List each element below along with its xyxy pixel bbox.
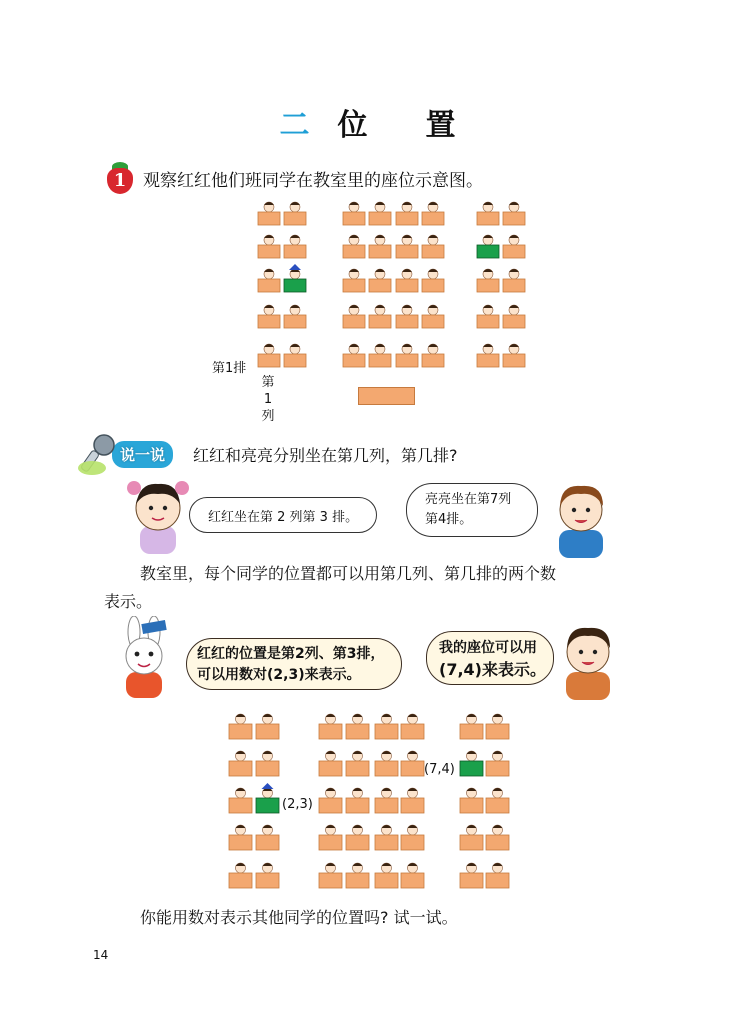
seat (256, 714, 279, 739)
discuss-badge: 说一说 (112, 441, 173, 468)
seat (401, 751, 424, 776)
pair-label-liang: (7,4) (424, 762, 455, 777)
seat (401, 714, 424, 739)
seat (343, 235, 365, 258)
seat (396, 344, 418, 367)
seat (319, 825, 342, 850)
seat (343, 344, 365, 367)
seat (396, 305, 418, 328)
seat (284, 235, 306, 258)
seat (346, 825, 369, 850)
seat (369, 305, 391, 328)
seat (486, 751, 509, 776)
seat (229, 751, 252, 776)
seat (503, 235, 525, 258)
strawberry-badge-icon: 1 (105, 162, 135, 194)
seat (258, 235, 280, 258)
seat (422, 305, 444, 328)
seat (229, 863, 252, 888)
column-1-label: 第 1 列 (261, 375, 275, 424)
seat (460, 825, 483, 850)
seat (319, 751, 342, 776)
seat (422, 269, 444, 292)
seat (401, 825, 424, 850)
seat (258, 269, 280, 292)
seat (396, 202, 418, 225)
boy2-speech-line-1: 我的座位可以用 (439, 640, 537, 656)
boy-liang-avatar (549, 476, 613, 558)
rabbit-speech-line-2: 可以用数对(2,3)来表示。 (197, 667, 361, 683)
seat (486, 863, 509, 888)
seat (401, 863, 424, 888)
section-number: 二 (279, 108, 312, 143)
closing-question: 你能用数对表示其他同学的位置吗? 试一试。 (140, 908, 458, 927)
seat (229, 825, 252, 850)
seat (369, 269, 391, 292)
seat (503, 305, 525, 328)
seat (284, 344, 306, 367)
boy2-speech-bubble (426, 631, 554, 685)
seat (503, 344, 525, 367)
seat (256, 751, 279, 776)
seat (486, 714, 509, 739)
seat (375, 825, 398, 850)
seat (477, 235, 499, 258)
seat (319, 714, 342, 739)
seat (258, 305, 280, 328)
seat (346, 751, 369, 776)
seat (346, 714, 369, 739)
seat (477, 202, 499, 225)
rabbit-speech-bubble (186, 638, 402, 690)
seat (256, 863, 279, 888)
seat (375, 714, 398, 739)
seat (422, 235, 444, 258)
title-word-2: 置 (425, 108, 458, 143)
seat (477, 305, 499, 328)
rabbit-speech-line-1: 红红的位置是第2列、第3排， (197, 646, 385, 662)
seat (460, 863, 483, 888)
seat (486, 788, 509, 813)
problem-1-text: 观察红红他们班同学在教室里的座位示意图。 (143, 170, 483, 191)
problem-1 (105, 162, 483, 194)
seating-plan-bottom (226, 708, 516, 894)
title-word-1: 位 (337, 108, 370, 143)
page-title (0, 100, 737, 144)
paragraph-line-2: 表示。 (104, 592, 153, 611)
boy-speech-bubble (406, 483, 538, 537)
seat (369, 235, 391, 258)
seat (401, 788, 424, 813)
seat (346, 788, 369, 813)
microphone-icon (76, 432, 120, 476)
seat (477, 269, 499, 292)
teacher-desk (358, 387, 415, 405)
seat (319, 788, 342, 813)
seat (319, 863, 342, 888)
seat (284, 305, 306, 328)
seat (396, 269, 418, 292)
seat (343, 305, 365, 328)
pair-label-hong: (2,3) (282, 797, 313, 812)
seat (343, 202, 365, 225)
seat (396, 235, 418, 258)
seat (486, 825, 509, 850)
seat (229, 714, 252, 739)
seat (369, 202, 391, 225)
seat (258, 202, 280, 225)
boy-liang-avatar-2 (556, 620, 620, 700)
girl-hong-avatar (124, 474, 192, 554)
seat (284, 264, 306, 292)
seat (343, 269, 365, 292)
seat (503, 202, 525, 225)
seat (477, 344, 499, 367)
seat (460, 751, 483, 776)
seat (258, 344, 280, 367)
boy-speech-line-1: 亮亮坐在第7列 (425, 492, 512, 507)
row-1-label: 第1排 (212, 361, 247, 376)
seat (375, 863, 398, 888)
seat (346, 863, 369, 888)
seat (503, 269, 525, 292)
seating-plan-top (255, 196, 535, 376)
boy2-speech-line-2: (7,4)来表示。 (439, 660, 546, 679)
seat (229, 788, 252, 813)
seat (375, 751, 398, 776)
discuss-question: 红红和亮亮分别坐在第几列，第几排? (193, 445, 458, 465)
discuss-section (76, 432, 458, 476)
page-number: 14 (93, 948, 109, 962)
girl-speech-text: 红红坐在第 2 列第 3 排。 (208, 510, 359, 525)
seat (256, 825, 279, 850)
paragraph-line-1: 教室里，每个同学的位置都可以用第几列、第几排的两个数 (140, 564, 557, 583)
seat (460, 714, 483, 739)
seat (422, 202, 444, 225)
seat (375, 788, 398, 813)
seat (369, 344, 391, 367)
seat (422, 344, 444, 367)
rabbit-teacher-avatar (112, 616, 178, 698)
boy-speech-line-2: 第4排。 (425, 512, 473, 527)
seat (256, 783, 279, 813)
seat (460, 788, 483, 813)
seat (284, 202, 306, 225)
girl-speech-bubble (189, 497, 377, 533)
